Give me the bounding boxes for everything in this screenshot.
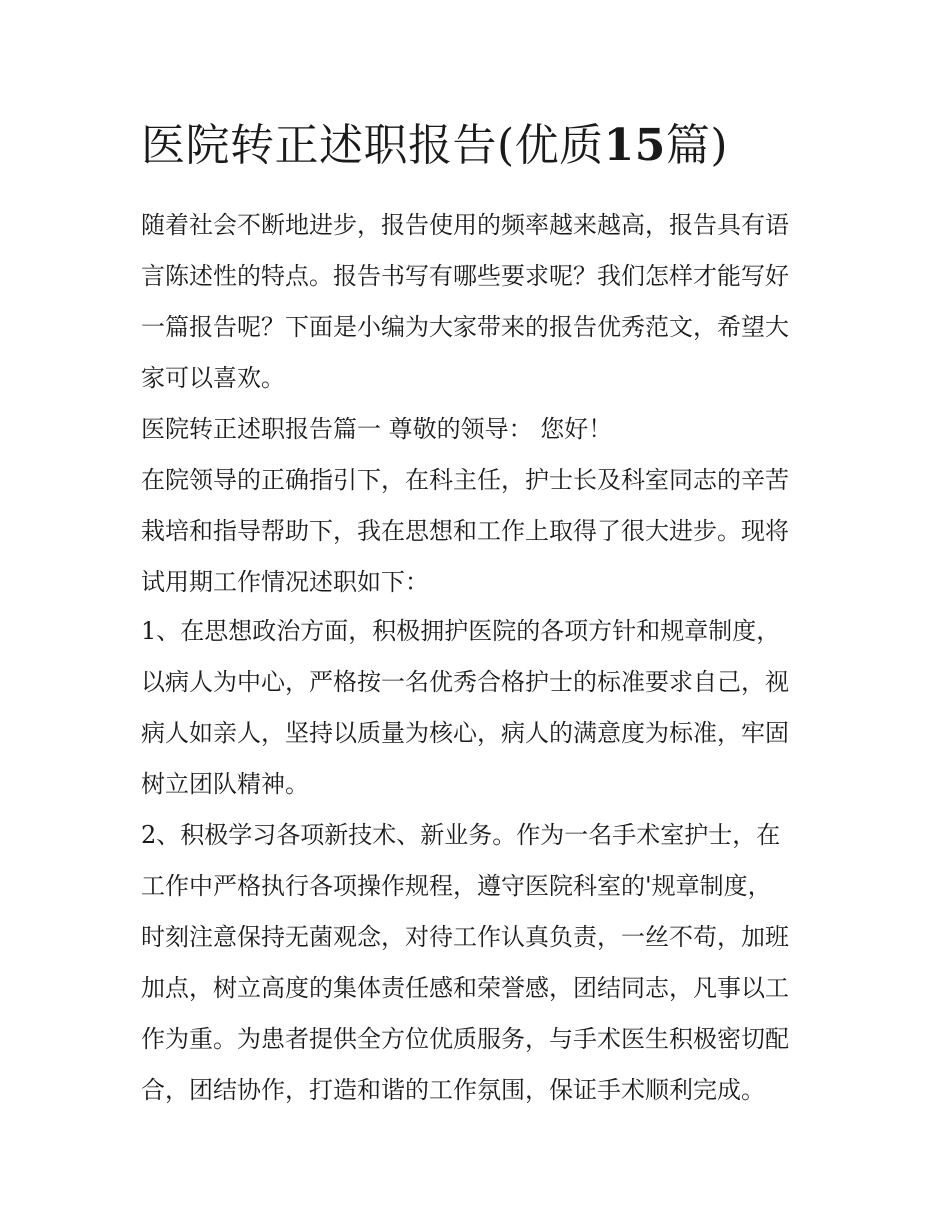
text-line: 医院转正述职报告篇一 尊敬的领导： 您好！ [141, 415, 613, 443]
text-line: 合，团结协作，打造和谐的工作氛围，保证手术顺利完成。 [141, 1076, 765, 1104]
title-number: 15 [603, 120, 666, 171]
opening-paragraph [141, 455, 821, 608]
text-line: 试用期工作情况述职如下： [141, 568, 429, 596]
title-suffix: 篇) [665, 120, 729, 171]
text-line: 时刻注意保持无菌观念，对待工作认真负责，一丝不苟，加班 [141, 923, 789, 951]
item-one-paragraph [141, 606, 821, 810]
text-line: 病人如亲人，坚持以质量为核心，病人的满意度为标准，牢固 [141, 719, 789, 747]
text-line: 家可以喜欢。 [141, 364, 285, 392]
text-line: 工作中严格执行各项操作规程，遵守医院科室的'规章制度， [141, 872, 772, 900]
title-prefix: 医院转正述职报告(优质 [141, 120, 604, 171]
text-line: 以病人为中心，严格按一名优秀合格护士的标准要求自己，视 [141, 668, 789, 696]
text-line: 一篇报告呢？下面是小编为大家带来的报告优秀范文，希望大 [141, 313, 789, 341]
section-heading-paragraph [141, 404, 821, 455]
text-line: 言陈述性的特点。报告书写有哪些要求呢？我们怎样才能写好 [141, 262, 789, 290]
text-line: 作为重。为患者提供全方位优质服务，与手术医生积极密切配 [141, 1025, 789, 1053]
text-line: 2、积极学习各项新技术、新业务。作为一名手术室护士，在 [141, 821, 781, 849]
text-line: 1、在思想政治方面，积极拥护医院的各项方针和规章制度， [141, 617, 781, 645]
intro-paragraph [141, 200, 821, 404]
item-two-paragraph [141, 810, 821, 1116]
text-line: 树立团队精神。 [141, 770, 309, 798]
text-line: 栽培和指导帮助下，我在思想和工作上取得了很大进步。现将 [141, 517, 789, 545]
document-title [141, 116, 841, 176]
text-line: 在院领导的正确指引下，在科主任，护士长及科室同志的辛苦 [141, 466, 789, 494]
text-line: 加点，树立高度的集体责任感和荣誉感，团结同志，凡事以工 [141, 974, 789, 1002]
text-line: 随着社会不断地进步，报告使用的频率越来越高，报告具有语 [141, 211, 789, 239]
